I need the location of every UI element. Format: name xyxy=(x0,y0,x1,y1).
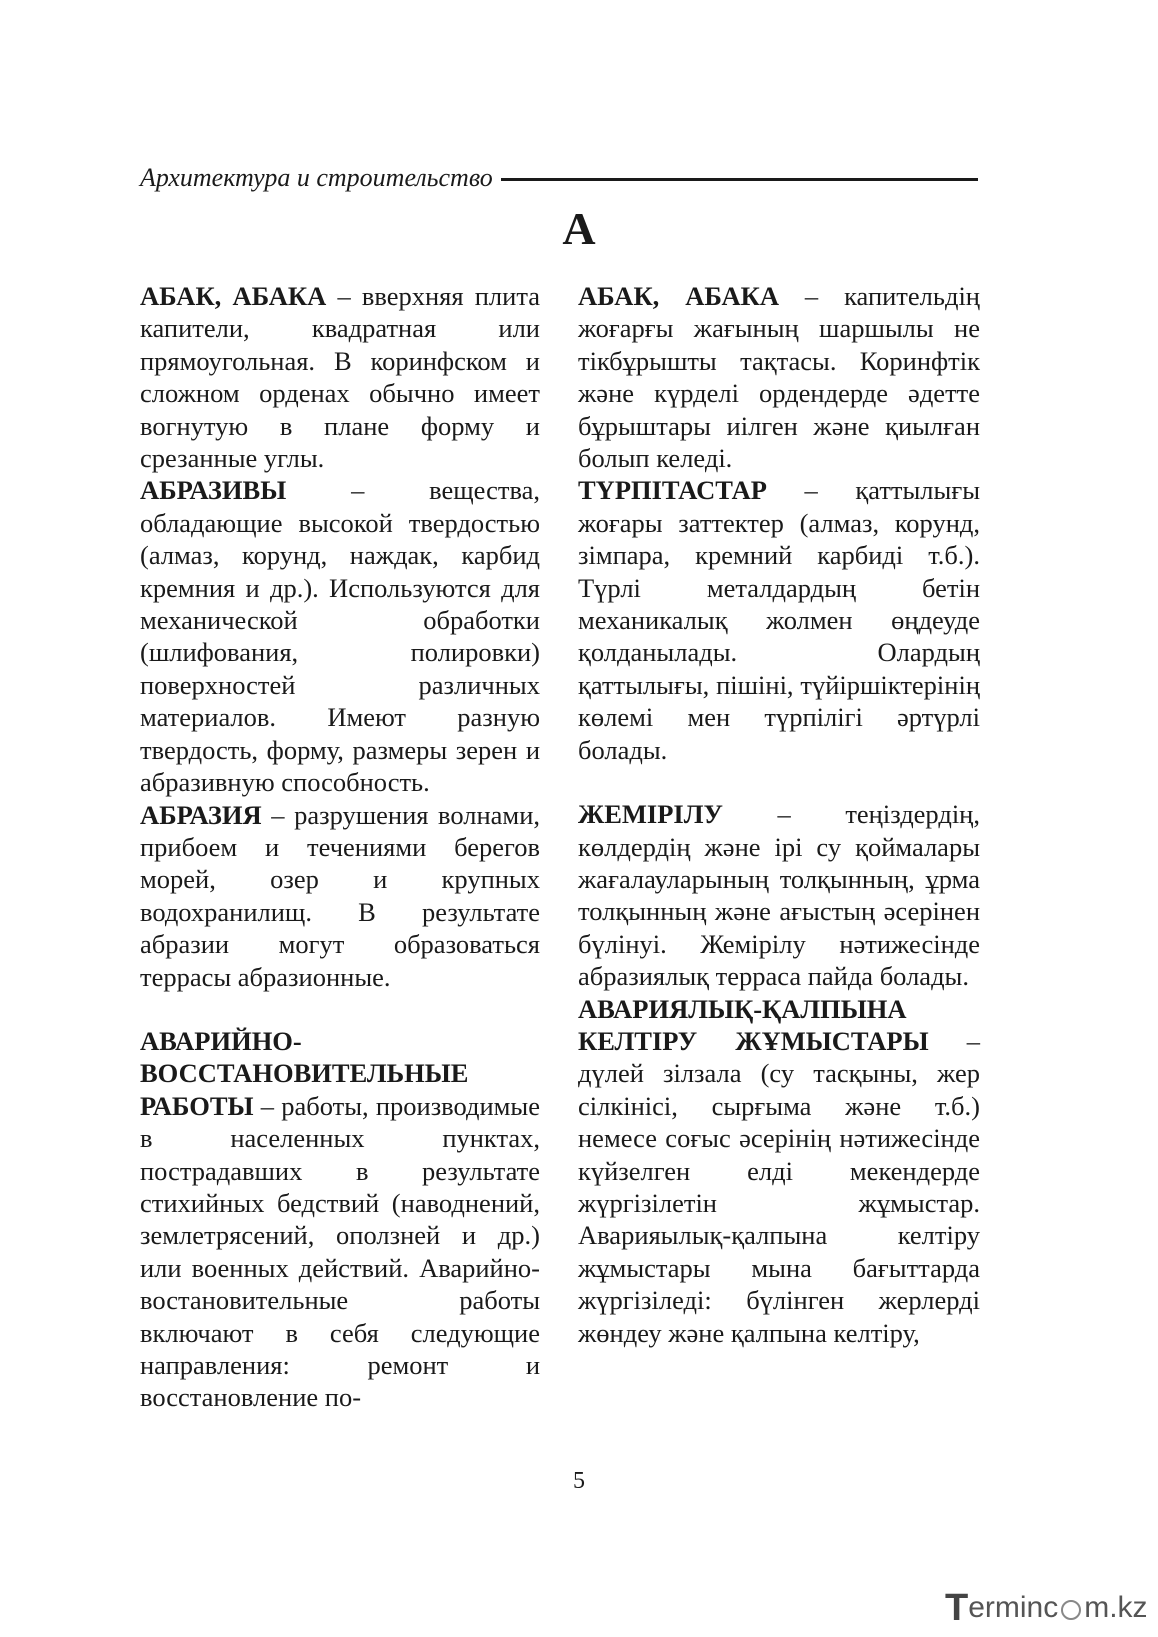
dictionary-entry xyxy=(140,799,540,993)
dictionary-entry xyxy=(578,474,980,766)
dictionary-entry xyxy=(578,993,980,1349)
entry-definition: – дүлей зілзала (су тасқыны, жер сілкінісі, сырғыма және т.б.) немесе соғыс әсерінің нәтижесінде күйзелген елді мекендерде жүргізілетін жұмыстар. Аварияылық-қалпына келтіру жұмыстары мына бағыттарда жүргізіледі: бүлінген жерлерді жөндеу және қалпына келтіру, xyxy=(578,1025,980,1348)
page-number: 5 xyxy=(573,1468,585,1494)
logo-domain: m.kz xyxy=(1084,1591,1148,1624)
entry-definition: – капительдің жоғарғы жағының шаршылы не тікбұрышты тақтасы. Коринфтік және күрделі ордендерде әдетте бұрыштары иілген және қиылған болып келеді. xyxy=(578,281,980,474)
header-title: Архитектура и строительство xyxy=(140,163,493,192)
russian-column xyxy=(140,280,540,1414)
dictionary-entry xyxy=(140,1025,540,1414)
magnifier-icon xyxy=(1061,1600,1081,1620)
dictionary-entry xyxy=(578,280,980,474)
termincom-logo xyxy=(945,1588,1148,1628)
entry-term: ЖЕМІРІЛУ xyxy=(578,799,723,830)
entry-definition: – разрушения волнами, прибоем и течениями берегов морей, озер и крупных водохранилищ. В результате абразии могут образоваться террасы абразионные. xyxy=(140,799,540,992)
entry-term: АБРАЗИВЫ xyxy=(140,475,287,506)
logo-text: erminc xyxy=(968,1591,1059,1624)
dictionary-entry xyxy=(140,280,540,474)
entry-definition: – теңіздердің, көлдердің және ірі су қоймалары жағалауларының толқынның, ұрма толқынның және ағыстың әсерінен бүлінуі. Жемірілу нәтижесінде абразиялық терраса пайда болады. xyxy=(578,799,980,992)
entry-definition: – қаттылығы жоғары заттектер (алмаз, корунд, зімпара, кремний карбиді т.б.). Түрлі металдардың бетін механикалық жолмен өңдеуде қолданылады. Олардың қаттылығы, пішіні, түйіршіктерінің көлемі мен түрпілігі әртүрлі болады. xyxy=(578,475,980,765)
logo-letter: T xyxy=(945,1586,969,1629)
entry-term: АВАРИЙНО-ВОССТАНОВИТЕЛЬНЫЕ РАБОТЫ xyxy=(140,1025,469,1121)
kazakh-column xyxy=(578,280,980,1349)
entry-definition: – вещества, обладающие высокой твердостью (алмаз, корунд, наждак, карбид кремния и др.). Используются для механической обработки (шлифования, полировки) поверхностей различных материалов. Имеют разную твердость, форму, размеры зерен и абразивную способность. xyxy=(140,475,540,798)
entry-term: АБАК, АБАКА xyxy=(140,281,327,311)
header-rule xyxy=(501,178,978,181)
entry-term: АБРАЗИЯ xyxy=(140,799,262,830)
entry-term: ТҮРПІТАСТАР xyxy=(578,475,767,506)
section-letter: А xyxy=(562,203,596,254)
running-header xyxy=(140,160,978,196)
dictionary-entry xyxy=(140,474,540,798)
dictionary-entry xyxy=(578,798,980,992)
entry-definition: – работы, производимые в населенных пунктах, пострадавших в результате стихийных бедствий (наводнений, землетрясений, оползней и др.) или военных действий. Аварийно-востановительные работы включают в себя следующие направления: ремонт и восстановление по- xyxy=(140,1090,540,1413)
entry-definition: – вверхняя плита капители, квадратная или прямоугольная. В коринфском и сложном орденах обычно имеет вогнутую в плане форму и срезанные углы. xyxy=(140,281,540,474)
entry-term: АВАРИЯЛЫҚ-ҚАЛПЫНА КЕЛТІРУ ЖҰМЫСТАРЫ xyxy=(578,993,929,1056)
entry-term: АБАК, АБАКА xyxy=(578,281,779,311)
